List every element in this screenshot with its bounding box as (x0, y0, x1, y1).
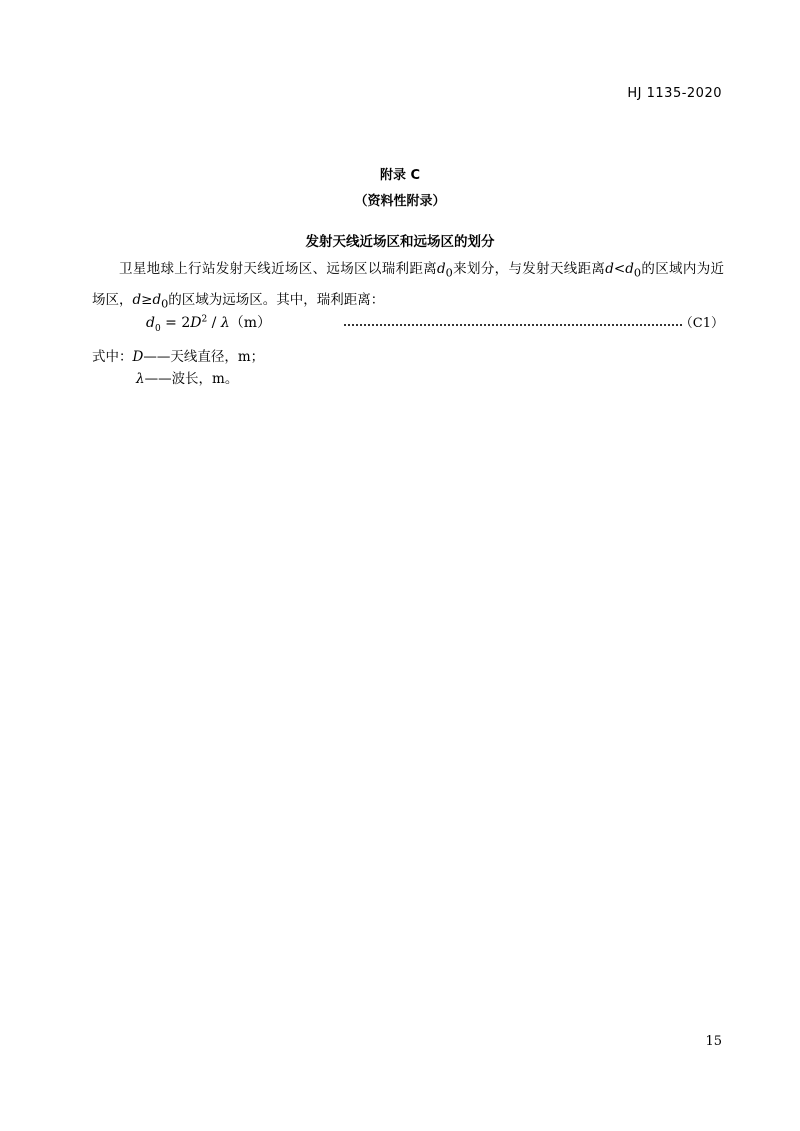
formula-c1 (146, 312, 271, 334)
greater-equal-sign: ≥ (141, 291, 153, 308)
dot-leader (344, 324, 682, 326)
where-prefix: 式中： (92, 349, 133, 365)
appendix-kind: （资料性附录） (354, 194, 446, 209)
where-line-1 (92, 346, 264, 368)
where-symbol-lambda: λ (136, 371, 145, 387)
appendix-title: 附录 C (379, 168, 421, 183)
text-segment: 的区域内为近场区， (92, 261, 725, 308)
formula-lhs-sub: 0 (154, 323, 161, 334)
formula-var-D: D (190, 315, 202, 331)
formula-exponent: 2 (201, 314, 208, 325)
subscript: 0 (161, 297, 169, 311)
where-desc-lambda: ——波长，m。 (144, 371, 239, 387)
formula-row (92, 312, 724, 334)
where-clause (92, 346, 264, 390)
var-d: d (605, 261, 614, 277)
text-segment: 来划分，与发射天线距离 (452, 261, 606, 277)
subscript: 0 (445, 266, 453, 280)
var-d: d (132, 291, 142, 308)
where-desc-D: ——天线直径，m； (143, 349, 265, 365)
equation-number: （C1） (679, 316, 724, 331)
section-title: 发射天线近场区和远场区的划分 (305, 234, 495, 250)
body-paragraph (92, 256, 724, 317)
var-d: d (625, 261, 634, 277)
where-symbol-D: D (132, 349, 144, 365)
var-d: d (437, 261, 446, 277)
formula-lambda: λ (220, 315, 230, 331)
subscript: 0 (633, 266, 642, 280)
formula-unit: （m） (229, 315, 271, 331)
page-number: 15 (705, 1034, 722, 1049)
text-segment: 的区域为远场区。其中，瑞利距离： (168, 291, 385, 308)
formula-divide: / (207, 315, 221, 331)
less-than-sign: < (613, 261, 626, 277)
var-d: d (152, 291, 162, 308)
standard-code: HJ 1135-2020 (627, 86, 722, 101)
where-line-2 (92, 368, 264, 390)
formula-lhs-var: d (146, 315, 155, 331)
formula-equals: = 2 (160, 315, 191, 331)
text-segment: 卫星地球上行站发射天线近场区、远场区以瑞利距离 (119, 261, 438, 277)
